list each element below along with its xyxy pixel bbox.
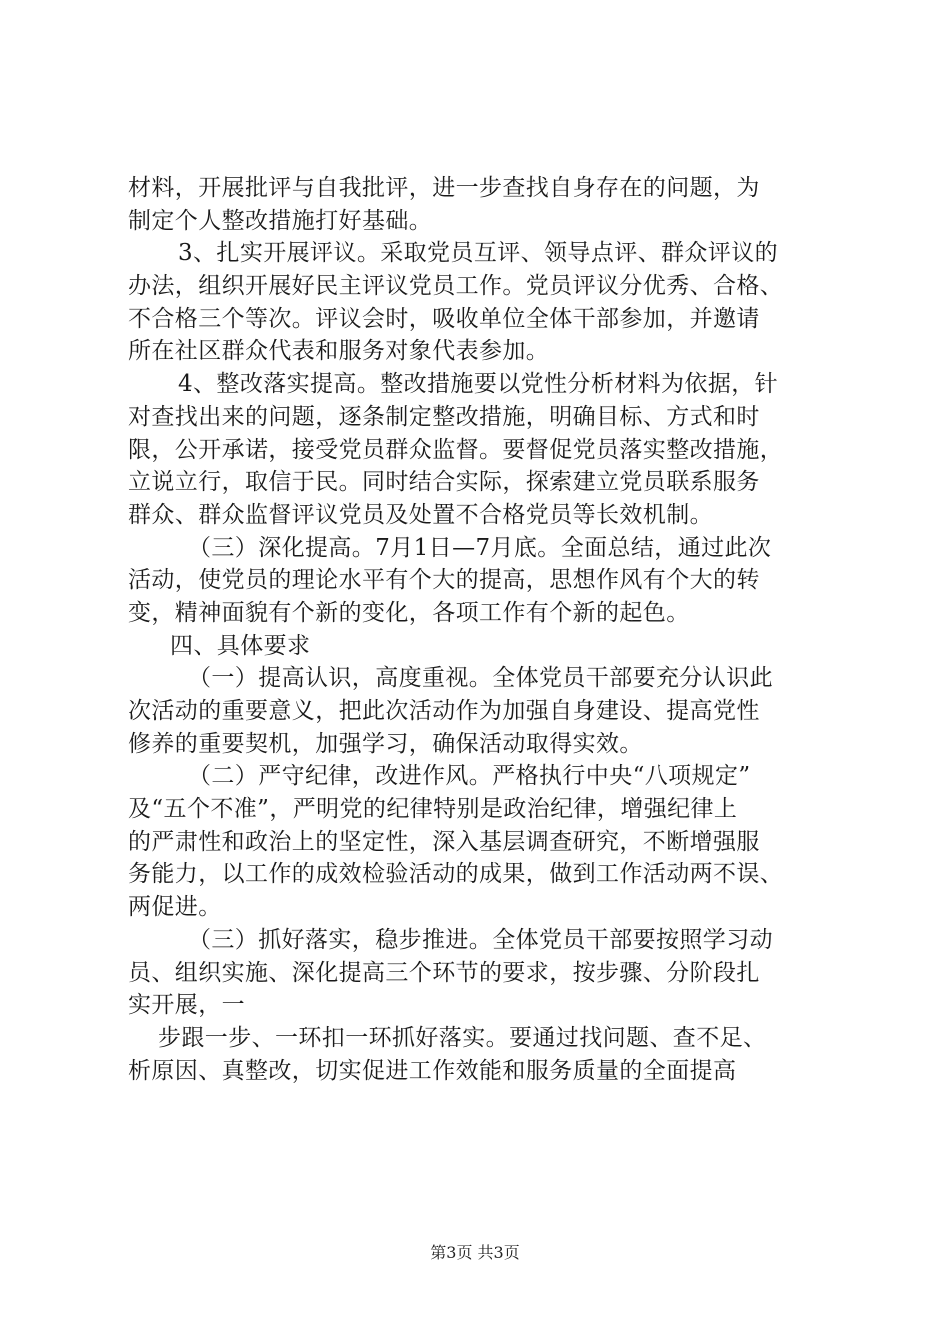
text-line: 实开展，一 [128, 992, 245, 1019]
document-body [128, 172, 838, 1087]
text-line: 及“五个不准”，严明党的纪律特别是政治纪律，增强纪律上 [128, 796, 738, 823]
text-line: 变，精神面貌有个新的变化，各项工作有个新的起色。 [128, 599, 690, 626]
text-line: 限，公开承诺，接受党员群众监督。要督促党员落实整改措施， [128, 436, 784, 463]
text-line: 立说立行，取信于民。同时结合实际，探索建立党员联系服务 [128, 469, 760, 496]
text-line: 步跟一步、一环扣一环抓好落实。要通过找问题、查不足、 [158, 1024, 767, 1051]
text-line: 群众、群众监督评议党员及处置不合格党员等长效机制。 [128, 501, 713, 528]
text-line: 3、扎实开展评议。采取党员互评、领导点评、群众评议的 [178, 240, 779, 267]
text-line: 两促进。 [128, 894, 222, 921]
text-line: （二）严守纪律，改进作风。严格执行中央“八项规定” [188, 763, 751, 790]
text-line: 员、组织实施、深化提高三个环节的要求，按步骤、分阶段扎 [128, 959, 760, 986]
section-heading: 四、具体要求 [170, 632, 311, 659]
text-line: 次活动的重要意义，把此次活动作为加强自身建设、提高党性 [128, 698, 760, 724]
text-line: 所在社区群众代表和服务对象代表参加。 [128, 338, 550, 365]
text-line: 不合格三个等次。评议会时，吸收单位全体干部参加，并邀请 [128, 305, 760, 332]
text-line: 析原因、真整改，切实促进工作效能和服务质量的全面提高 [128, 1057, 737, 1084]
page-footer: 第3页 共3页 [430, 1243, 520, 1262]
text-line: （三）抓好落实，稳步推进。全体党员干部要按照学习动 [188, 926, 773, 953]
text-line: 材料，开展批评与自我批评，进一步查找自身存在的问题，为 [128, 175, 760, 201]
text-line: 修养的重要契机，加强学习，确保活动取得实效。 [128, 730, 643, 757]
text-line: 的严肃性和政治上的坚定性，深入基层调查研究，不断增强服 [128, 828, 760, 855]
text-line: 制定个人整改措施打好基础。 [128, 207, 433, 234]
text-line: （一）提高认识，高度重视。全体党员干部要充分认识此 [188, 665, 773, 692]
text-line: 办法，组织开展好民主评议党员工作。党员评议分优秀、合格、 [128, 273, 784, 300]
text-line: 务能力，以工作的成效检验活动的成果，做到工作活动两不误、 [128, 861, 784, 888]
text-line: 活动，使党员的理论水平有个大的提高，思想作风有个大的转 [128, 567, 760, 594]
text-line: （三）深化提高。7月1日—7月底。全面总结，通过此次 [188, 534, 772, 561]
text-line: 对查找出来的问题，逐条制定整改措施，明确目标、方式和时 [128, 403, 760, 430]
text-line: 4、整改落实提高。整改措施要以党性分析材料为依据，针 [178, 371, 779, 398]
